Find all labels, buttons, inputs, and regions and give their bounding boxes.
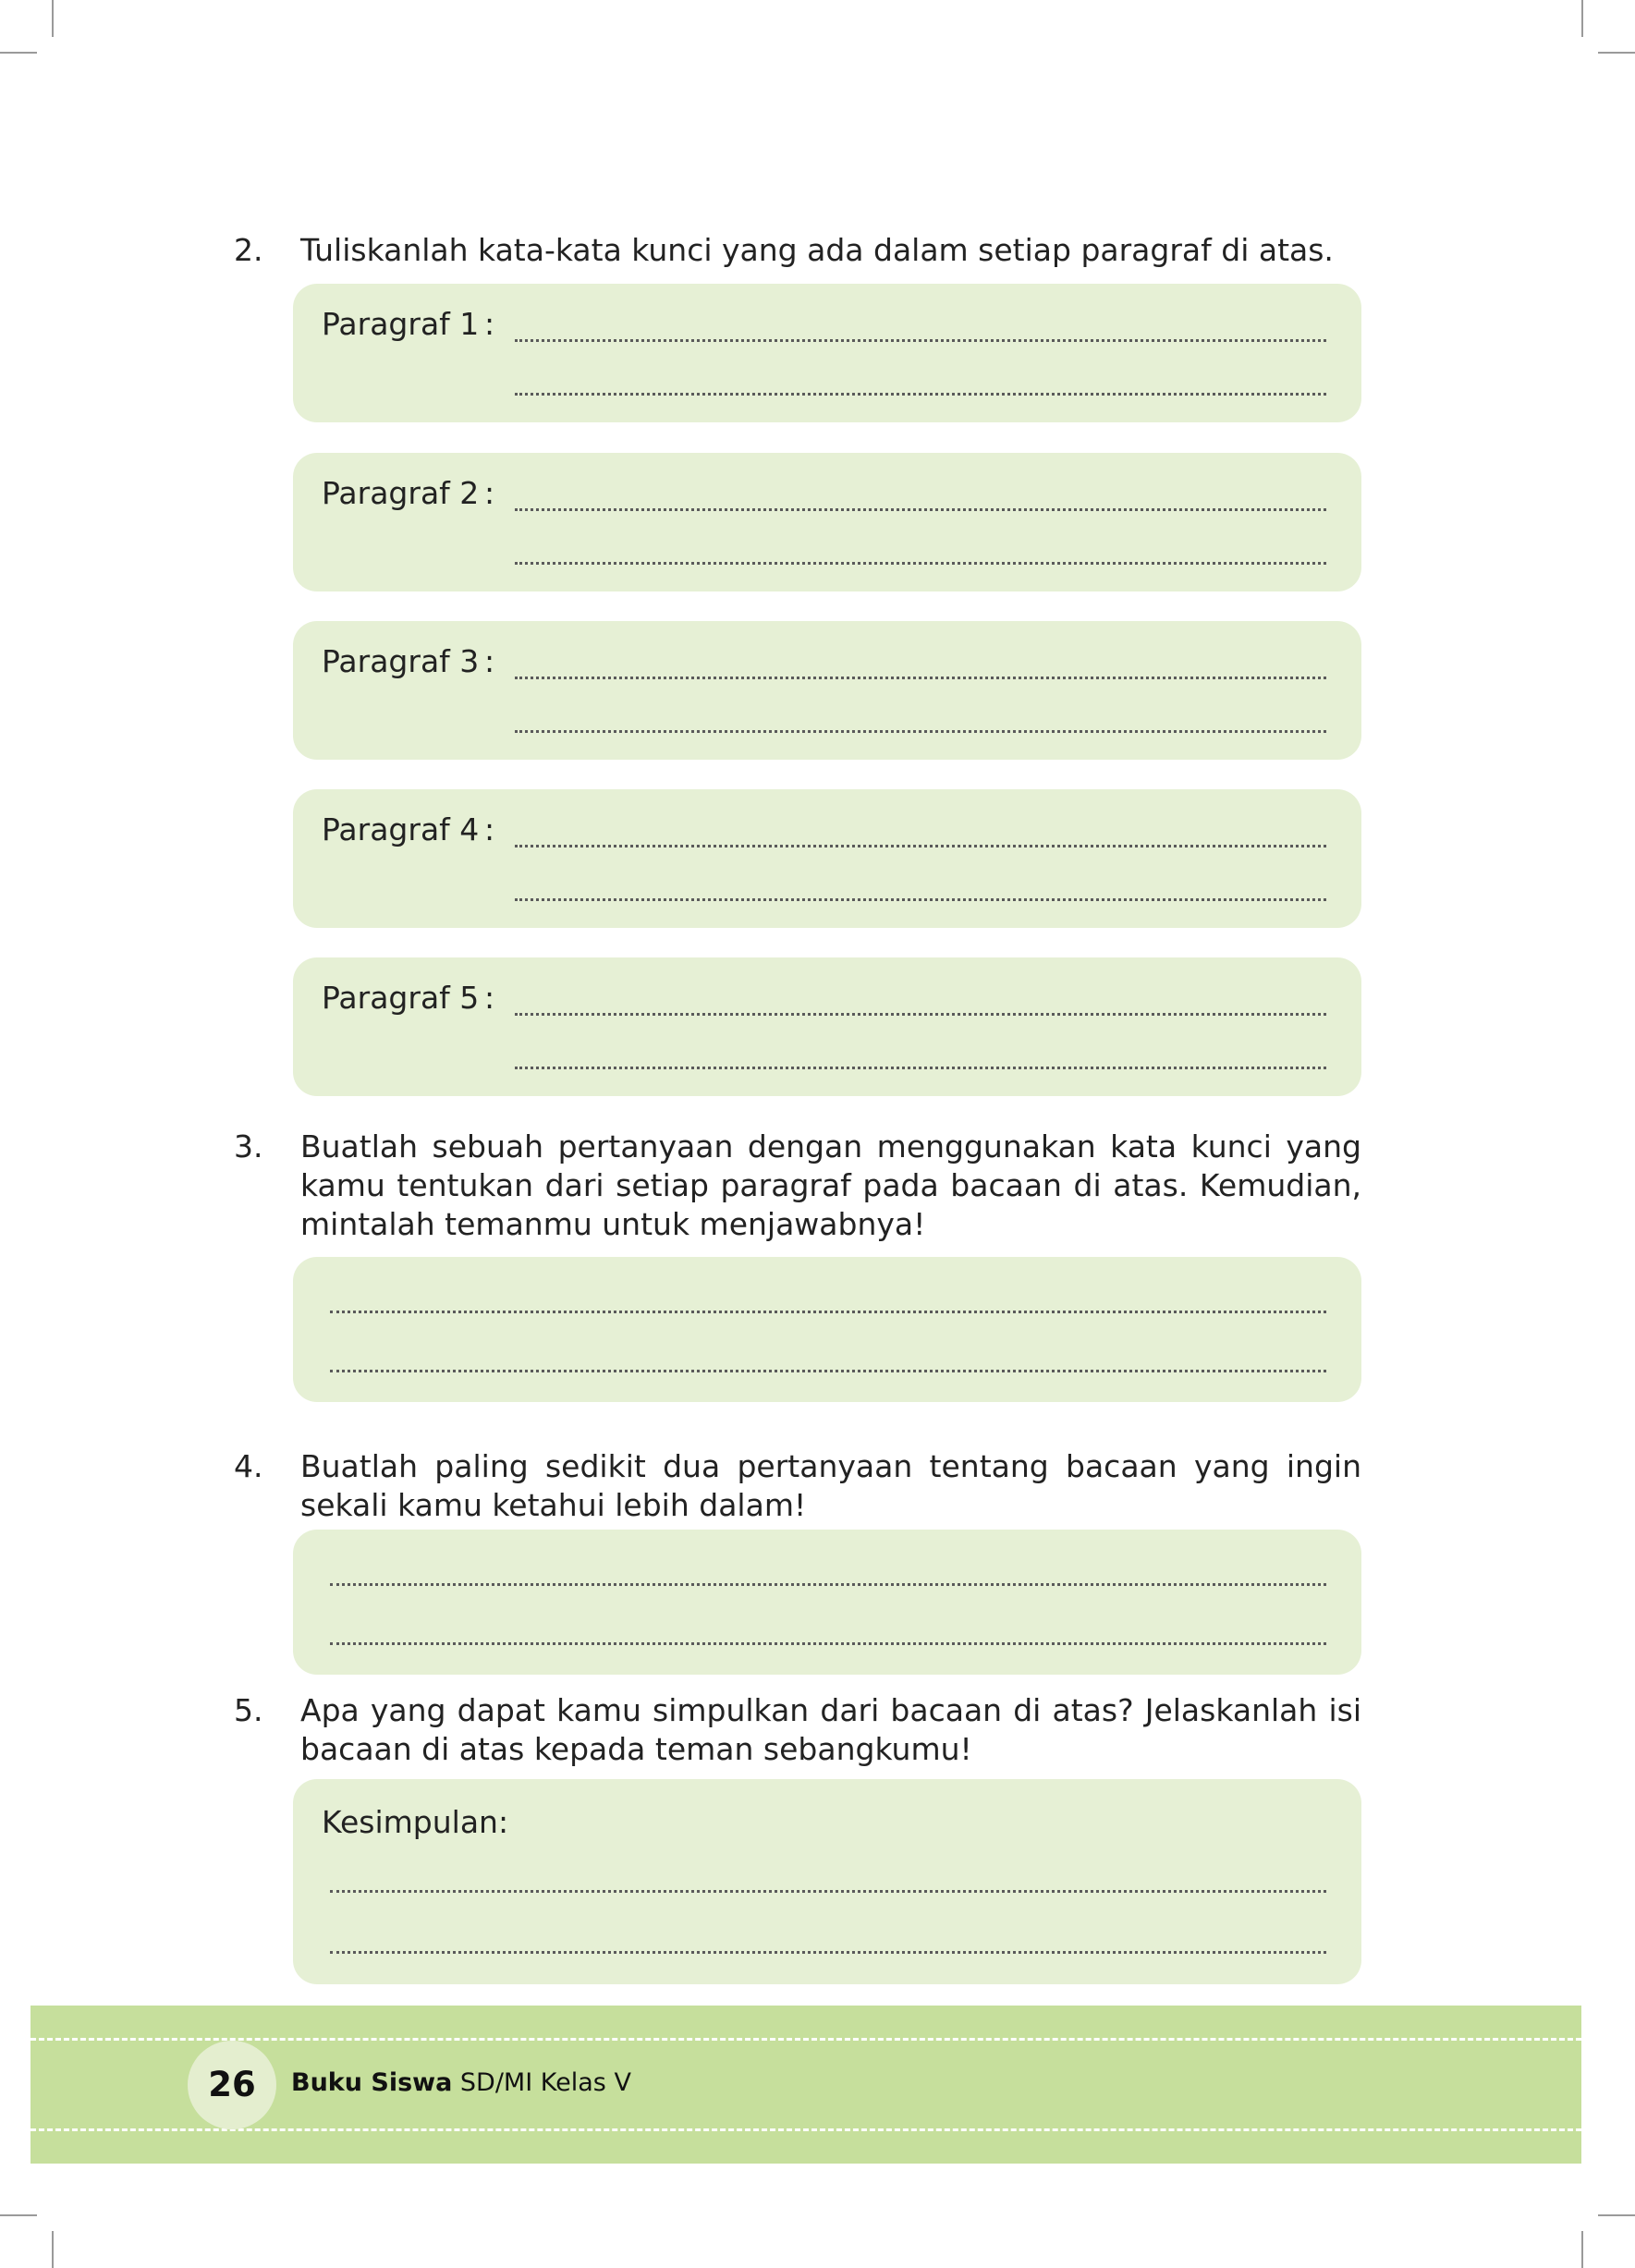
paragraph-label: Paragraf 3 [322, 643, 480, 679]
dotted-answer-line[interactable] [330, 1583, 1326, 1586]
colon: : [484, 811, 495, 847]
dotted-answer-line[interactable] [515, 845, 1326, 847]
answer-box-question-3 [293, 1257, 1361, 1402]
page-footer [31, 2006, 1581, 2164]
paragraph-label: Paragraf 5 [322, 980, 480, 1016]
paragraph-label: Paragraf 2 [322, 475, 480, 511]
dotted-answer-line[interactable] [515, 730, 1326, 733]
dotted-answer-line[interactable] [515, 562, 1326, 565]
question-number: 4. [234, 1448, 263, 1484]
dotted-answer-line[interactable] [515, 898, 1326, 901]
question-text: Apa yang dapat kamu simpulkan dari bacaan di atas? Jelaskanlah isi bacaan di atas kepada teman sebangkumu! [300, 1692, 1361, 1767]
book-title-rest: SD/MI Kelas V [452, 2068, 631, 2097]
colon: : [484, 306, 495, 342]
question-number: 3. [234, 1128, 263, 1164]
dotted-answer-line[interactable] [515, 1067, 1326, 1069]
footer-dashed-line [31, 2128, 1581, 2131]
question-number: 5. [234, 1692, 263, 1728]
paragraph-answer-box-4 [293, 789, 1361, 928]
crop-mark [1581, 2231, 1583, 2268]
crop-mark [1598, 2214, 1635, 2216]
dotted-answer-line[interactable] [515, 339, 1326, 342]
paragraph-answer-box-5 [293, 957, 1361, 1096]
colon: : [484, 643, 495, 679]
footer-dashed-line [31, 2038, 1581, 2041]
dotted-answer-line[interactable] [330, 1642, 1326, 1645]
page-number: 26 [188, 2041, 276, 2129]
dotted-answer-line[interactable] [515, 677, 1326, 679]
crop-mark [1581, 0, 1583, 37]
question-text: Buatlah paling sedikit dua pertanyaan tentang bacaan yang ingin sekali kamu ketahui lebih dalam! [300, 1448, 1361, 1523]
paragraph-label: Paragraf 4 [322, 811, 480, 847]
crop-mark [0, 2214, 37, 2216]
crop-mark [52, 0, 54, 37]
crop-mark [0, 52, 37, 54]
question-number: 2. [234, 232, 263, 268]
dotted-answer-line[interactable] [330, 1311, 1326, 1313]
dotted-answer-line[interactable] [515, 393, 1326, 396]
book-title [291, 2065, 631, 2102]
colon: : [484, 475, 495, 511]
dotted-answer-line[interactable] [515, 508, 1326, 511]
question-text: Buatlah sebuah pertanyaan dengan menggunakan kata kunci yang kamu tentukan dari setiap paragraf pada bacaan di atas. Kemudian, mintalah temanmu untuk menjawabnya! [300, 1128, 1361, 1242]
dotted-answer-line[interactable] [330, 1370, 1326, 1372]
dotted-answer-line[interactable] [330, 1951, 1326, 1954]
conclusion-label: Kesimpulan: [322, 1804, 509, 1840]
dotted-answer-line[interactable] [330, 1890, 1326, 1893]
paragraph-answer-box-1 [293, 284, 1361, 422]
crop-mark [1598, 52, 1635, 54]
colon: : [484, 980, 495, 1016]
question-text: Tuliskanlah kata-kata kunci yang ada dalam setiap paragraf di atas. [300, 232, 1334, 268]
paragraph-label: Paragraf 1 [322, 306, 480, 342]
answer-box-question-4 [293, 1530, 1361, 1675]
crop-mark [52, 2231, 54, 2268]
book-title-bold: Buku Siswa [291, 2068, 453, 2097]
dotted-answer-line[interactable] [515, 1013, 1326, 1016]
conclusion-box [293, 1779, 1361, 1984]
paragraph-answer-box-2 [293, 453, 1361, 591]
paragraph-answer-box-3 [293, 621, 1361, 760]
